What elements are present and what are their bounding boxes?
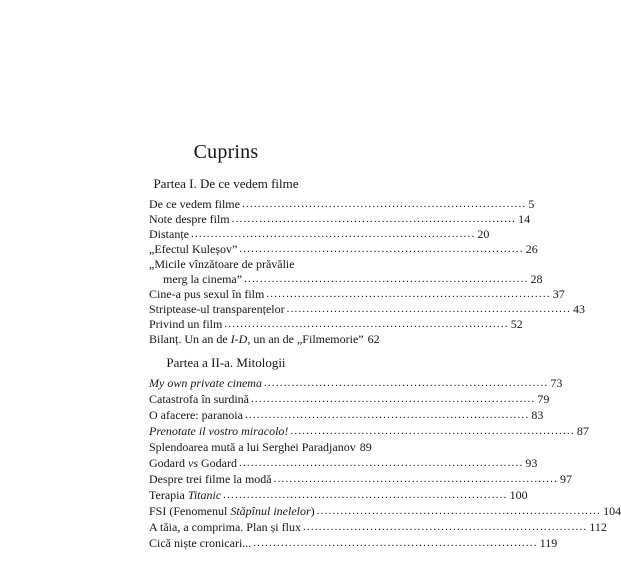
toc-part-1 bbox=[149, 197, 586, 347]
dot-leader: ........................................................................ bbox=[266, 288, 551, 300]
toc-entry-page: 97 bbox=[560, 472, 573, 486]
part-2-heading: Partea a II-a. Mitologii bbox=[166, 355, 286, 370]
toc-entry-page: 79 bbox=[537, 392, 550, 406]
toc-entry-title: Privind un film bbox=[149, 317, 223, 331]
toc-entry bbox=[149, 455, 538, 471]
dot-leader: ........................................................................ bbox=[253, 537, 538, 549]
toc-entry-page: 87 bbox=[576, 424, 589, 438]
toc-entry-title: Cică niște cronicari... bbox=[149, 536, 252, 550]
toc-entry-page: 119 bbox=[539, 536, 558, 550]
toc-entry-title: Despre trei filme la modă bbox=[149, 472, 272, 486]
toc-entry-title-part: ) bbox=[310, 504, 315, 518]
dot-leader: ........................................................................ bbox=[244, 409, 530, 421]
toc-entry-page: 83 bbox=[531, 408, 544, 422]
toc-entry bbox=[149, 242, 538, 257]
toc-entry-title bbox=[149, 332, 364, 347]
dot-leader: ........................................................................ bbox=[290, 425, 575, 437]
toc-entry-title-part: Godard bbox=[198, 456, 237, 470]
toc-entry-page: 52 bbox=[510, 317, 523, 331]
dot-leader: ........................................................................ bbox=[273, 473, 559, 485]
toc-part-2 bbox=[149, 375, 621, 551]
toc-entry bbox=[149, 439, 372, 455]
toc-entry-title-part: Bilanț. Un an de bbox=[149, 332, 231, 346]
toc-entry-title-part: Godard bbox=[149, 456, 188, 470]
toc-entry bbox=[149, 227, 490, 242]
toc-entry-title: Striptease-ul transparențelor bbox=[149, 302, 285, 316]
toc-entry bbox=[149, 257, 543, 287]
toc-entry-page: 112 bbox=[589, 520, 607, 534]
toc-entry-page: 100 bbox=[509, 488, 528, 502]
toc-entry bbox=[149, 287, 565, 302]
toc-entry-title-italic: vs bbox=[188, 456, 198, 470]
toc-entry-title-part: Terapia bbox=[149, 488, 188, 502]
toc-entry bbox=[149, 302, 586, 317]
dot-leader: ........................................................................ bbox=[241, 198, 527, 210]
toc-entry-title: Splendoarea mută a lui Serghei Paradjanov bbox=[149, 440, 356, 454]
dot-leader: ........................................................................ bbox=[302, 521, 588, 533]
dot-leader: ........................................................................ bbox=[239, 457, 524, 469]
toc-entry-title: Distanțe bbox=[149, 227, 189, 241]
dot-leader: ........................................................................ bbox=[231, 213, 517, 225]
toc-entry-page: 43 bbox=[573, 302, 586, 316]
toc-entry bbox=[149, 519, 607, 535]
toc-entry-page: 89 bbox=[359, 440, 372, 454]
toc-entry-title-part: FSI (Fenomenul bbox=[149, 504, 231, 518]
toc-entry bbox=[149, 471, 573, 487]
toc-entry bbox=[149, 375, 563, 391]
toc-entry-title: „Efectul Kuleșov” bbox=[149, 242, 238, 256]
toc-entry-title-cont: merg la cinema” bbox=[163, 272, 243, 286]
toc-entry-page: 20 bbox=[477, 227, 490, 241]
toc-entry-title: Prenotate il vostro miracolo! bbox=[149, 424, 289, 438]
dot-leader: ........................................................................ bbox=[316, 505, 602, 517]
toc-entry-title-italic: Stăpînul inelelor bbox=[230, 504, 311, 518]
toc-entry-page: 93 bbox=[525, 456, 538, 470]
toc-entry bbox=[149, 212, 531, 227]
dot-leader: ........................................................................ bbox=[223, 489, 508, 501]
toc-entry bbox=[149, 423, 589, 439]
toc-entry bbox=[149, 503, 621, 519]
toc-entry-title: Cine-a pus sexul în film bbox=[149, 287, 265, 301]
toc-entry bbox=[149, 391, 550, 407]
dot-leader: ........................................................................ bbox=[244, 273, 529, 285]
toc-entry-title bbox=[149, 504, 315, 519]
dot-leader: ........................................................................ bbox=[239, 243, 524, 255]
toc-entry-title: O afacere: paranoia bbox=[149, 408, 243, 422]
toc-entry-page: 28 bbox=[530, 272, 543, 286]
dot-leader: ........................................................................ bbox=[191, 228, 476, 240]
toc-entry-title: Catastrofa în surdină bbox=[149, 392, 249, 406]
toc-entry-page: 14 bbox=[518, 212, 531, 226]
toc-entry-title: De ce vedem filme bbox=[149, 197, 240, 211]
dot-leader: ........................................................................ bbox=[263, 377, 549, 389]
dot-leader: ........................................................................ bbox=[250, 393, 536, 405]
toc-entry-title: My own private cinema bbox=[149, 376, 262, 390]
toc-entry-title: „Micile vînzătoare de prăvălie bbox=[149, 257, 295, 271]
toc-entry-title-italic: I-D bbox=[230, 332, 248, 346]
toc-entry-title bbox=[149, 488, 221, 503]
toc-entry-title: A tăia, a comprima. Plan și flux bbox=[149, 520, 301, 534]
toc-entry-page: 62 bbox=[367, 332, 380, 346]
toc-entry bbox=[149, 197, 535, 212]
toc-entry-page: 104 bbox=[603, 504, 621, 518]
toc-entry-page: 37 bbox=[552, 287, 565, 301]
toc-entry-page: 5 bbox=[528, 197, 535, 211]
dot-leader: ........................................................................ bbox=[286, 303, 572, 315]
toc-entry-page: 26 bbox=[525, 242, 538, 256]
toc-entry-title-italic: Titanic bbox=[187, 488, 222, 502]
toc-entry bbox=[149, 317, 523, 332]
part-1-heading: Partea I. De ce vedem filme bbox=[153, 176, 299, 191]
dot-leader: ........................................................................ bbox=[224, 318, 509, 330]
toc-entry bbox=[149, 487, 528, 503]
toc-entry-continuation bbox=[149, 272, 543, 287]
toc-entry-title-part: , un an de „Filmemorie” bbox=[247, 332, 364, 346]
page-title: Cuprins bbox=[193, 141, 259, 163]
toc-entry bbox=[149, 332, 380, 347]
toc-entry bbox=[149, 407, 544, 423]
toc-entry-title bbox=[149, 456, 237, 471]
toc-entry-page: 73 bbox=[550, 376, 563, 390]
toc-entry bbox=[149, 535, 558, 551]
toc-entry-title: Note despre film bbox=[149, 212, 230, 226]
